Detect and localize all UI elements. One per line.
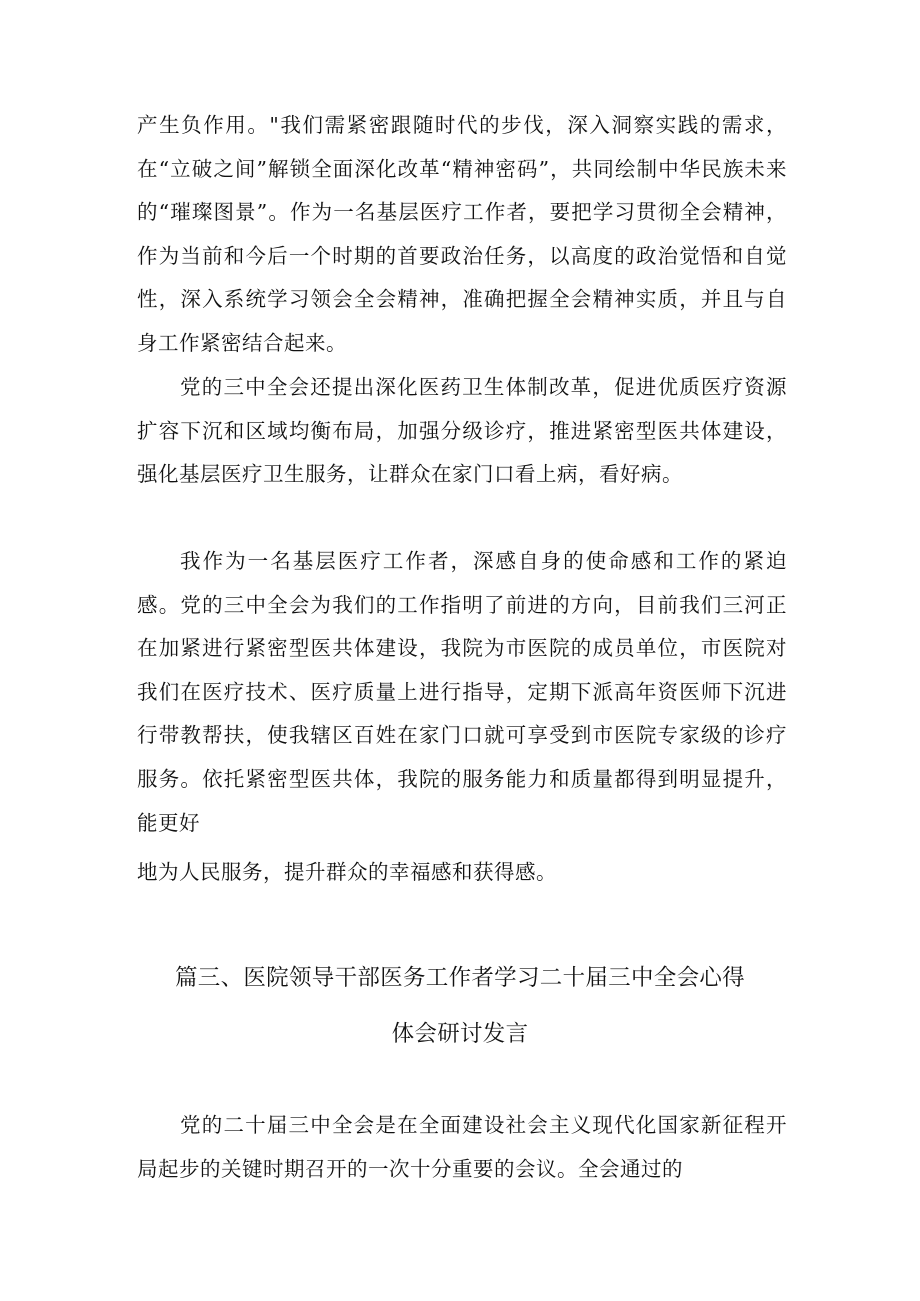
section-title-line-2: 体会研讨发言: [391, 1021, 529, 1047]
body-paragraph-mission: 我作为一名基层医疗工作者，深感自身的使命感和工作的紧迫感。党的三中全会为我们的工作指明了前进的方向，目前我们三河正在加紧进行紧密型医共体建设，我院为市医院的成员单位，市医院对我们在医疗技术、医疗质量上进行指导，定期下派高年资医师下沉进行带教帮扶，使我辖区百姓在家门口就可享受到市医院专家级的诊疗服务。依托紧密型医共体，我院的服务能力和质量都得到明显提升，能更好: [137, 549, 787, 835]
body-paragraph-reform: 党的三中全会还提出深化医药卫生体制改革，促进优质医疗资源扩容下沉和区域均衡布局，加强分级诊疗，推进紧密型医共体建设，强化基层医疗卫生服务，让群众在家门口看上病，看好病。: [137, 375, 787, 487]
body-paragraph-plenum-intro: 党的二十届三中全会是在全面建设社会主义现代化国家新征程开局起步的关键时期召开的一次十分重要的会议。全会通过的: [137, 1113, 787, 1181]
body-paragraph-continuation: 产生负作用。"我们需紧密跟随时代的步伐，深入洞察实践的需求，在“立破之间”解锁全面深化改革“精神密码”，共同绘制中华民族未来的“璀璨图景”。作为一名基层医疗工作者，要把学习贯彻全会精神，作为当前和今后一个时期的首要政治任务，以高度的政治觉悟和自觉性，深入系统学习领会全会精神，准确把握全会精神实质，并且与自身工作紧密结合起来。: [137, 113, 787, 355]
section-title-line-1: 篇三、医院领导干部医务工作者学习二十届三中全会心得: [174, 965, 745, 991]
body-paragraph-wrap-line: 地为人民服务，提升群众的幸福感和获得感。: [137, 860, 557, 884]
